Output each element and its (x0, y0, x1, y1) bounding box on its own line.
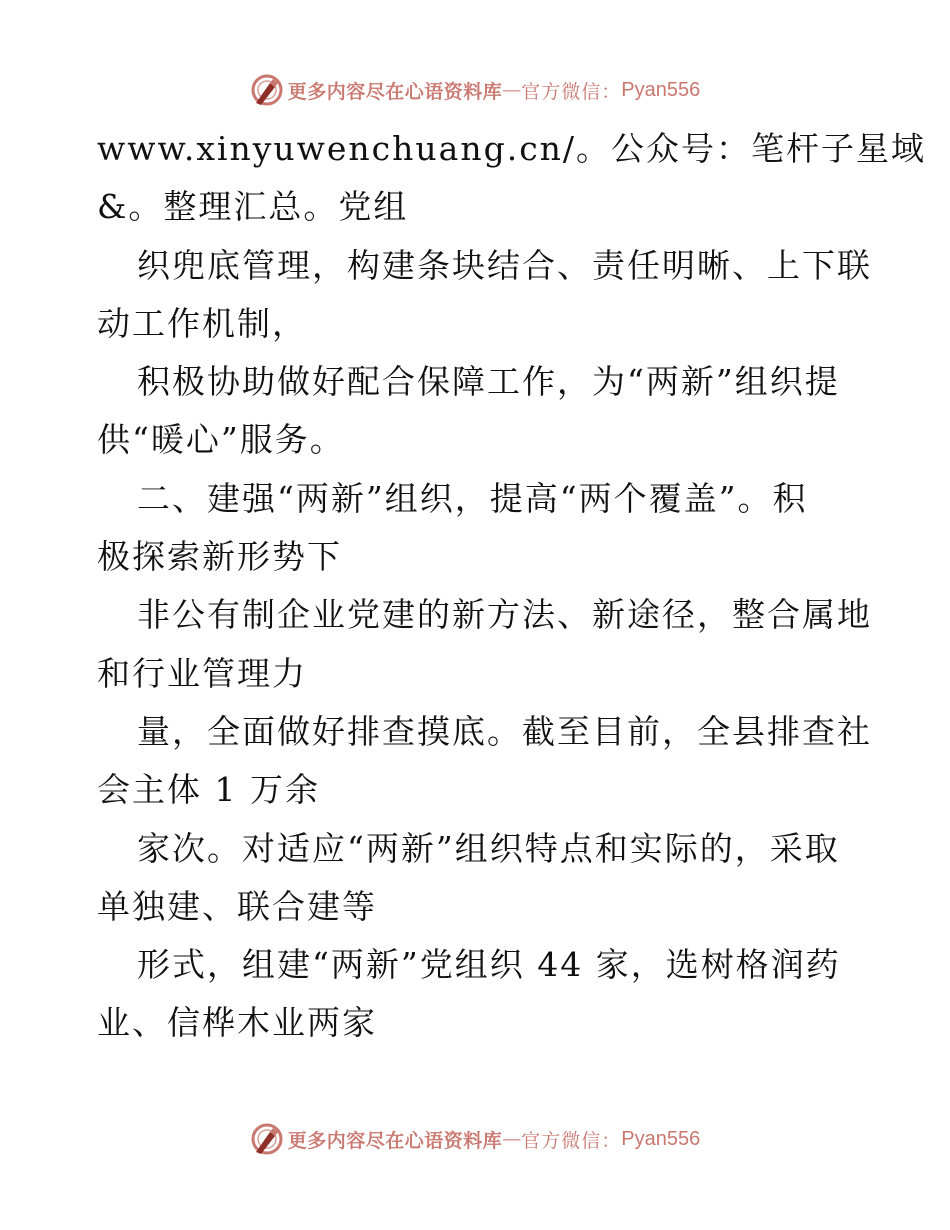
text-line: 二、建强“两新”组织，提高“两个覆盖”。积 (137, 478, 808, 518)
banner-title: 更多内容尽在心语资料库 (287, 80, 503, 103)
header-banner (0, 70, 950, 110)
text-line: 和行业管理力 (97, 653, 307, 693)
text-line: 动工作机制， (97, 303, 307, 343)
text-line: 量，全面做好排查摸底。截至目前，全县排查社 (137, 711, 872, 751)
pen-logo-icon (250, 1122, 284, 1156)
banner-wechat-label: 官方微信： (521, 80, 622, 103)
banner-wechat-id: Pyan556 (621, 1127, 701, 1150)
text-line: 业、信桦木业两家 (97, 1003, 377, 1043)
document-body (97, 120, 927, 1053)
text-line: 形式，组建“两新”党组织 44 家，选树格润药 (137, 945, 841, 985)
banner-separator: — (502, 79, 522, 101)
text-line: 供“暖心”服务。 (97, 420, 345, 460)
banner-separator: — (502, 1128, 522, 1150)
text-line: 会主体 1 万余 (97, 770, 320, 810)
banner-wechat-id: Pyan556 (621, 78, 701, 101)
text-line: 非公有制企业党建的新方法、新途径，整合属地 (137, 595, 872, 635)
pen-logo-icon (250, 73, 284, 107)
banner-wechat-label: 官方微信： (521, 1129, 622, 1152)
text-line: 家次。对适应“两新”组织特点和实际的，采取 (137, 828, 840, 868)
text-line: 积极协助做好配合保障工作，为“两新”组织提 (137, 362, 840, 402)
text-line: 极探索新形势下 (97, 537, 342, 577)
text-line: 织兜底管理，构建条块结合、责任明晰、上下联 (137, 245, 872, 285)
text-line: &。整理汇总。党组 (97, 187, 409, 227)
footer-banner (0, 1119, 950, 1159)
text-line: 单独建、联合建等 (97, 886, 377, 926)
banner-title: 更多内容尽在心语资料库 (287, 1129, 503, 1152)
text-line: www.xinyuwenchuang.cn/。公众号：笔杆子星域 (97, 129, 927, 168)
